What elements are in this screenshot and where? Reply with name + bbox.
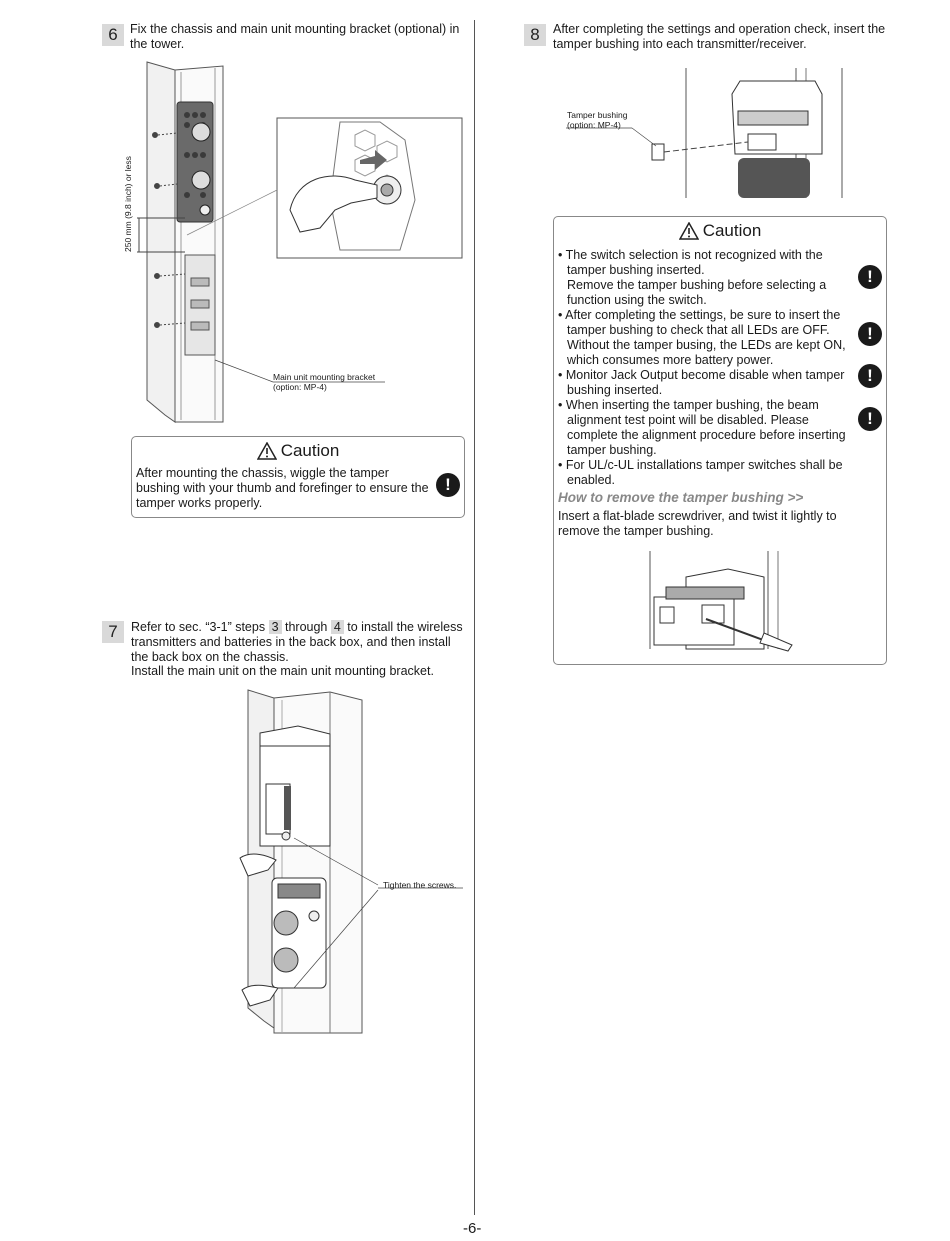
step-number: 7 (102, 621, 124, 643)
warning-triangle-icon (679, 222, 699, 240)
howto-title: How to remove the tamper bushing >> (558, 490, 804, 505)
bushing-label-line1: Tamper bushing (567, 110, 628, 120)
exclamation-circle-icon: ! (436, 473, 460, 497)
howto-text: Insert a flat-blade screwdriver, and twist it lightly to remove the tamper bushing. (558, 509, 837, 538)
step-ref: 3 (269, 620, 282, 634)
step-number: 8 (524, 24, 546, 46)
page-number: -6- (463, 1220, 482, 1237)
main-unit-install-figure (238, 688, 468, 1038)
bushing-removal-figure (646, 549, 796, 653)
caution-list (558, 248, 856, 488)
tamper-bushing-insert-figure (560, 66, 850, 202)
bracket-label-line2: (option: MP-4) (273, 382, 327, 392)
step-text-line2: Install the main unit on the main unit mounting bracket. (131, 664, 434, 678)
column-divider (474, 20, 475, 1215)
step-text-mid: through (281, 620, 331, 634)
caution-text: After mounting the chassis, wiggle the tamper bushing with your thumb and forefinger to ensure the tamper works properly. (136, 466, 429, 510)
caution-item: • The switch selection is not recognized with the tamper bushing inserted. (558, 248, 823, 277)
exclamation-circle-icon: ! (858, 364, 882, 388)
step-text-suffix: to install the wireless transmitters and batteries in the back box, and then install the back box on the chassis. (131, 620, 463, 664)
bracket-label-line1: Main unit mounting bracket (273, 372, 376, 382)
caution-heading (554, 221, 886, 241)
caution-label: Caution (702, 221, 762, 240)
step-text (131, 620, 467, 665)
caution-item: • After completing the settings, be sure to insert the tamper bushing to check that all LEDs are OFF. (558, 308, 841, 337)
step-text: After completing the settings and operation check, insert the tamper bushing into each transmitter/receiver. (553, 22, 886, 51)
exclamation-circle-icon: ! (858, 322, 882, 346)
caution-item: • When inserting the tamper bushing, the beam alignment test point will be disabled. Please complete the alignment procedure before inserting tamper bushing. (558, 398, 846, 457)
caution-box (553, 216, 887, 665)
caution-item: • For UL/c-UL installations tamper switches shall be enabled. (558, 458, 843, 487)
step-number: 6 (102, 24, 124, 46)
caution-heading (132, 441, 464, 461)
caution-item: Remove the tamper bushing before selecting a function using the switch. (567, 278, 827, 307)
caution-item: Without the tamper busing, the LEDs are kept ON, which consumes more battery power. (567, 338, 846, 367)
caution-item: • Monitor Jack Output become disable when tamper bushing inserted. (558, 368, 845, 397)
bushing-label-line2: (option: MP-4) (567, 120, 621, 130)
caution-label: Caution (280, 441, 340, 460)
dimension-label-wrapper (123, 148, 135, 258)
caution-box (131, 436, 465, 518)
step-text: Fix the chassis and main unit mounting bracket (optional) in the tower. (130, 22, 460, 51)
step-ref: 4 (331, 620, 344, 634)
exclamation-circle-icon: ! (858, 407, 882, 431)
step-text-prefix: Refer to sec. “3-1” steps (131, 620, 269, 634)
screws-label: Tighten the screws. (383, 880, 457, 890)
dimension-label: 250 mm (9.8 inch) or less (123, 156, 133, 252)
exclamation-circle-icon: ! (858, 265, 882, 289)
warning-triangle-icon (257, 442, 277, 460)
